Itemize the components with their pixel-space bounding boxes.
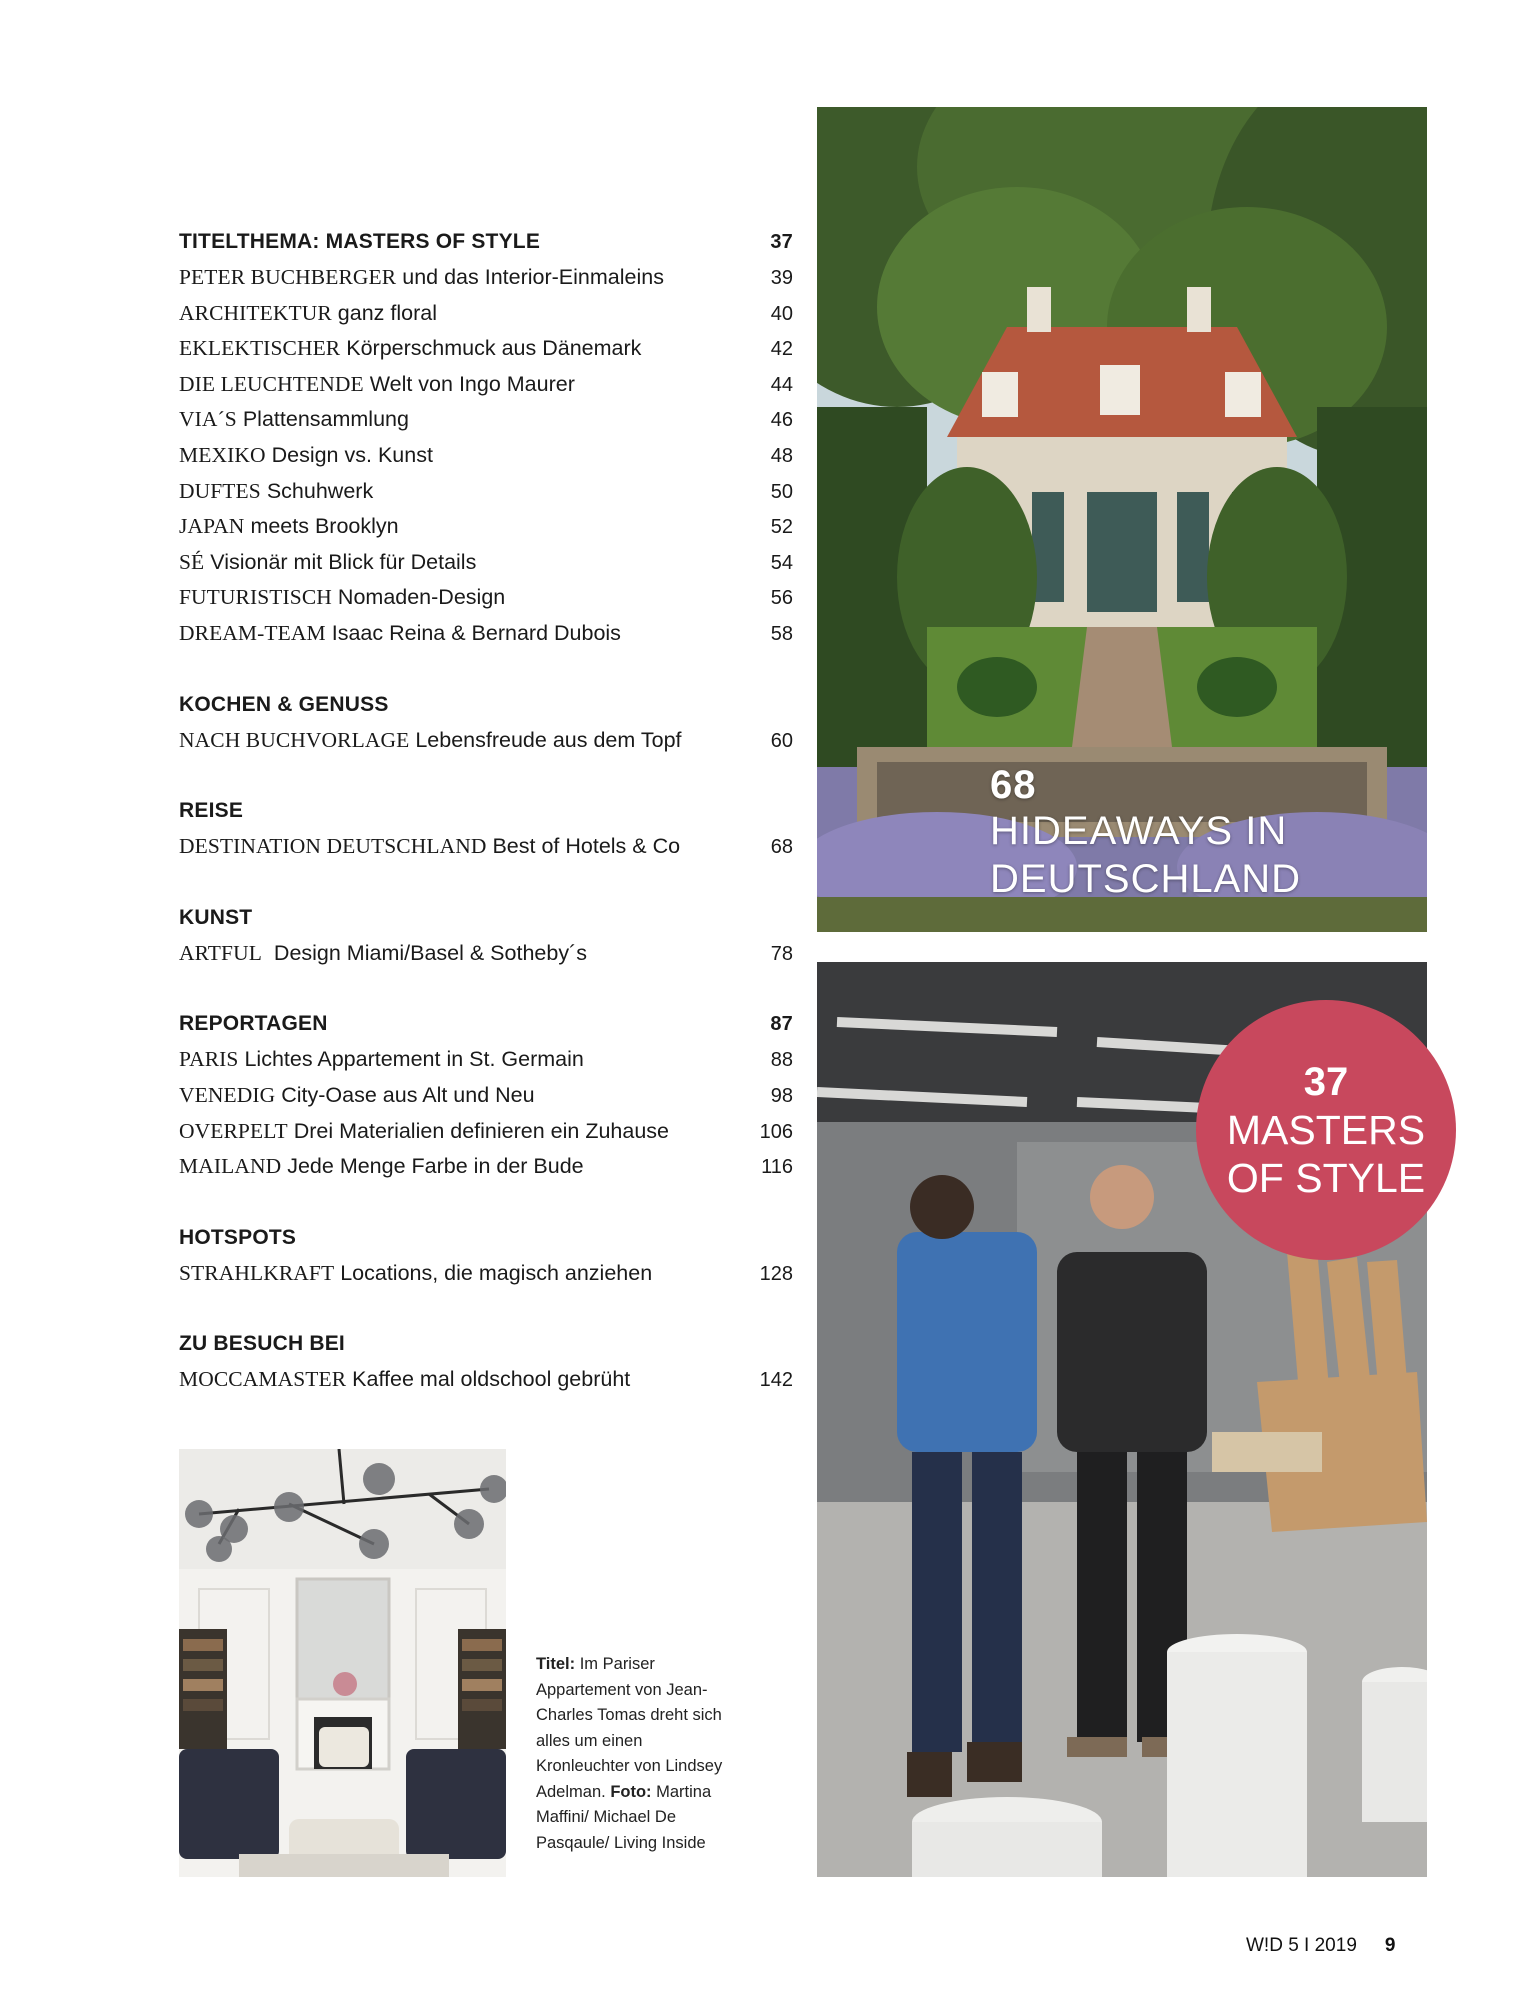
- toc-entry-title: [179, 1149, 584, 1185]
- toc-entry-text: meets Brooklyn: [250, 514, 399, 539]
- toc-entry-lead: JAPAN: [179, 514, 245, 539]
- toc-entry-lead: EKLEKTISCHER: [179, 336, 341, 361]
- toc-entry-text: City-Oase aus Alt und Neu: [281, 1082, 535, 1107]
- toc-entry-page: 58: [770, 622, 793, 645]
- caption-photo-text: Martina Maffini/ Michael De Pasqaule/ Living Inside: [536, 1782, 712, 1852]
- toc-section: [179, 224, 793, 652]
- toc-entry-text: und das Interior-Einmaleins: [402, 265, 664, 289]
- toc-entry[interactable]: [179, 1362, 793, 1398]
- toc-entry-title: [179, 474, 373, 510]
- toc-section-heading[interactable]: [179, 687, 793, 723]
- toc-entry-lead: SÉ: [179, 549, 205, 574]
- toc-entry-lead: FUTURISTISCH: [179, 585, 332, 610]
- toc-entry[interactable]: [179, 1114, 793, 1150]
- toc-entry-text: Kaffee mal oldschool gebrüht: [352, 1367, 631, 1392]
- toc-entry-title: [179, 723, 682, 759]
- cover-caption: [536, 1652, 736, 1856]
- toc-entry-text: Jede Menge Farbe in der Bude: [287, 1154, 584, 1179]
- toc-entry-text: Drei Materialien definieren ein Zuhause: [293, 1118, 669, 1143]
- toc-entry-text: Nomaden-Design: [337, 585, 506, 610]
- toc-entry-text: Best of Hotels & Co: [492, 834, 681, 859]
- toc-heading-page: 87: [770, 1013, 793, 1036]
- toc-entry-page: 54: [770, 551, 793, 574]
- toc-entry-text: Lichtes Appartement in St. Germain: [244, 1047, 584, 1072]
- toc-entry-page: 39: [770, 267, 793, 289]
- toc-entry[interactable]: [179, 260, 793, 296]
- toc-heading-text: REPORTAGEN: [179, 1012, 328, 1036]
- toc-entry-lead: MEXIKO: [179, 442, 266, 467]
- toc-entry-lead: MAILAND: [179, 1154, 282, 1179]
- toc-section: [179, 1326, 793, 1398]
- toc-entry-lead: OVERPELT: [179, 1118, 288, 1143]
- toc-entry-lead: DESTINATION DEUTSCHLAND: [179, 834, 487, 859]
- page-folio: 9: [1384, 1935, 1396, 1956]
- toc-entry[interactable]: [179, 616, 793, 652]
- toc-entry[interactable]: [179, 1149, 793, 1185]
- toc-entry-page: 50: [770, 480, 793, 503]
- toc-entry-title: [179, 260, 664, 296]
- toc-entry-title: [179, 367, 575, 403]
- toc-entry[interactable]: [179, 438, 793, 474]
- toc-entry[interactable]: [179, 829, 793, 865]
- toc-section-heading[interactable]: [179, 1220, 793, 1256]
- badge-title-line1: MASTERS: [1226, 1107, 1426, 1153]
- toc-entry[interactable]: [179, 580, 793, 616]
- toc-entry-text: Lebensfreude aus dem Topf: [415, 727, 682, 752]
- toc-entry[interactable]: [179, 1256, 793, 1292]
- toc-entry-title: [179, 580, 505, 616]
- table-of-contents: [179, 224, 793, 1433]
- toc-heading-text: REISE: [179, 799, 244, 823]
- toc-entry-lead: ARTFUL: [179, 940, 262, 965]
- toc-heading-text: TITELTHEMA: MASTERS OF STYLE: [179, 230, 541, 253]
- toc-entry-lead: DIE LEUCHTENDE: [179, 371, 364, 396]
- toc-entry-lead: PETER BUCHBERGER: [179, 265, 397, 289]
- toc-section-heading[interactable]: [179, 1326, 793, 1362]
- toc-entry-title: [179, 1042, 584, 1078]
- toc-section: [179, 1220, 793, 1292]
- toc-heading-text: KUNST: [179, 905, 253, 929]
- toc-entry-lead: NACH BUCHVORLAGE: [179, 727, 410, 752]
- toc-entry-page: 48: [770, 444, 793, 467]
- toc-entry-page: 42: [770, 338, 793, 361]
- toc-entry-text: ganz floral: [337, 300, 437, 325]
- toc-entry-title: [179, 438, 433, 474]
- page-footer: [1246, 1935, 1395, 1957]
- toc-entry-page: 106: [759, 1120, 793, 1143]
- toc-entry[interactable]: [179, 545, 793, 581]
- toc-entry-text: Locations, die magisch anziehen: [340, 1260, 653, 1285]
- toc-entry-text: Schuhwerk: [266, 478, 374, 503]
- toc-entry-page: 142: [759, 1369, 793, 1392]
- toc-entry-text: Isaac Reina & Bernard Dubois: [331, 620, 621, 645]
- toc-entry-page: 52: [770, 516, 793, 539]
- toc-entry[interactable]: [179, 936, 793, 972]
- badge-title-line2: OF STYLE: [1226, 1155, 1426, 1201]
- toc-entry-text: Plattensammlung: [242, 407, 409, 432]
- toc-entry-lead: DUFTES: [179, 478, 261, 503]
- toc-entry[interactable]: [179, 509, 793, 545]
- toc-entry-title: [179, 331, 641, 367]
- toc-section-heading[interactable]: [179, 224, 793, 260]
- toc-entry[interactable]: [179, 331, 793, 367]
- toc-entry[interactable]: [179, 296, 793, 332]
- toc-section: [179, 1006, 793, 1184]
- caption-title-text: Im Pariser Appartement von Jean-Charles Tomas dreht sich alles um einen Kronleuchter von Lindsey Adelman.: [536, 1655, 723, 1801]
- toc-entry-title: [179, 402, 409, 438]
- toc-entry-lead: ARCHITEKTUR: [179, 300, 332, 325]
- toc-entry-page: 116: [761, 1156, 793, 1179]
- toc-entry-title: [179, 296, 437, 332]
- hideaways-page-number: 68: [990, 763, 1037, 807]
- toc-entry-page: 44: [770, 373, 793, 396]
- toc-entry-page: 98: [770, 1084, 793, 1107]
- toc-entry-text: Welt von Ingo Maurer: [369, 371, 575, 396]
- toc-entry-title: [179, 616, 621, 652]
- toc-entry-title: [179, 1362, 630, 1398]
- toc-entry-lead: MOCCAMASTER: [179, 1367, 347, 1392]
- toc-section-heading[interactable]: [179, 793, 793, 829]
- toc-entry-page: 60: [770, 729, 793, 752]
- toc-entry-title: [179, 1078, 535, 1114]
- toc-section: [179, 900, 793, 972]
- toc-entry-lead: DREAM-TEAM: [179, 620, 326, 645]
- masters-of-style-badge: [1196, 1000, 1456, 1260]
- toc-entry-text: Design vs. Kunst: [271, 442, 433, 467]
- toc-entry-text: Design Miami/Basel & Sotheby´s: [267, 940, 587, 965]
- toc-entry-text: Körperschmuck aus Dänemark: [346, 336, 642, 361]
- hideaways-overlay: [990, 763, 1301, 903]
- toc-heading-text: HOTSPOTS: [179, 1225, 297, 1249]
- toc-entry-page: 46: [770, 409, 793, 432]
- toc-entry-title: [179, 829, 680, 865]
- toc-entry[interactable]: [179, 1078, 793, 1114]
- toc-entry-title: [179, 509, 399, 545]
- cover-interior-photo: [179, 1449, 506, 1877]
- toc-entry[interactable]: [179, 474, 793, 510]
- toc-entry-page: 40: [770, 302, 793, 325]
- toc-section: [179, 793, 793, 865]
- toc-entry-title: [179, 1256, 652, 1292]
- toc-entry-lead: PARIS: [179, 1047, 239, 1072]
- toc-entry-page: 56: [770, 587, 793, 610]
- toc-entry-lead: STRAHLKRAFT: [179, 1260, 335, 1285]
- toc-heading-text: KOCHEN & GENUSS: [179, 692, 389, 716]
- toc-entry-page: 88: [770, 1049, 793, 1072]
- toc-entry-title: [179, 936, 587, 972]
- issue-label: W!D 5 I 2019: [1246, 1935, 1357, 1956]
- toc-entry[interactable]: [179, 402, 793, 438]
- toc-section-heading[interactable]: [179, 1006, 793, 1042]
- hideaways-title-line1: HIDEAWAYS IN: [990, 809, 1288, 853]
- toc-entry-text: Visionär mit Blick für Details: [210, 549, 477, 574]
- caption-photo-label: Foto:: [610, 1782, 652, 1801]
- toc-entry-page: 68: [770, 836, 793, 859]
- toc-heading-text: ZU BESUCH BEI: [179, 1332, 345, 1356]
- hideaways-title-line2: DEUTSCHLAND: [990, 857, 1302, 901]
- badge-page-number: 37: [1303, 1060, 1349, 1104]
- toc-entry-lead: VENEDIG: [179, 1082, 276, 1107]
- toc-entry-page: 128: [759, 1262, 793, 1285]
- toc-entry[interactable]: [179, 367, 793, 403]
- toc-entry-title: [179, 1114, 669, 1150]
- caption-title-label: Titel:: [536, 1655, 576, 1673]
- toc-entry[interactable]: [179, 1042, 793, 1078]
- toc-heading-page: 37: [770, 231, 793, 253]
- toc-entry-lead: VIA´S: [179, 407, 237, 432]
- toc-entry-page: 78: [770, 942, 793, 965]
- toc-entry-title: [179, 545, 476, 581]
- toc-entry[interactable]: [179, 723, 793, 759]
- toc-section-heading[interactable]: [179, 900, 793, 936]
- toc-section: [179, 687, 793, 759]
